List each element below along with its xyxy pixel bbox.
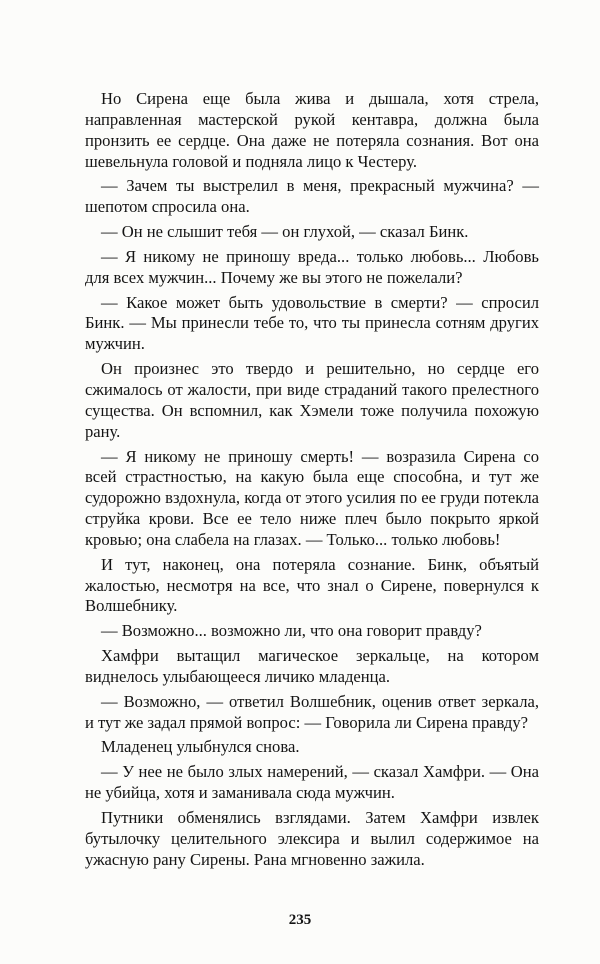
paragraph: — У нее не было злых намерений, — сказал Хамфри. — Она не убийца, хотя и заманивала сюда мужчин. bbox=[85, 762, 539, 803]
paragraph: — Я никому не приношу вреда... только любовь... Любовь для всех мужчин... Почему же вы этого не пожелали? bbox=[85, 246, 539, 287]
paragraph: Он произнес это твердо и решительно, но сердце его сжималось от жалости, при виде страданий такого прелестного существа. Он вспомнил, как Хэмели тоже получила похожую рану. bbox=[85, 359, 539, 441]
paragraph: — Он не слышит тебя — он глухой, — сказал Бинк. bbox=[101, 222, 469, 242]
paragraph: Хамфри вытащил магическое зеркальце, на котором виднелось улыбающееся личико младенца. bbox=[85, 646, 539, 686]
paragraph: Но Сирена еще была жива и дышала, хотя стрела, направленная мастерской рукой кентавра, должна была пронзить ее сердце. Она даже не потеряла сознания. Вот она шевельнула головой и подняла лицо к Честеру. bbox=[85, 89, 539, 171]
page-number: 235 bbox=[288, 912, 312, 928]
paragraph: — Я никому не приношу смерть! — возразила Сирена со всей страстностью, на какую была еще способна, и тут же судорожно вздохнула, когда от этого усилия по ее груди потекла струйка крови. Все ее тело ниже плеч было покрыто яркой кровью; она слабела на глазах. — Только... только любовь! bbox=[85, 446, 540, 549]
paragraph: — Какое может быть удовольствие в смерти? — спросил Бинк. — Мы принесли тебе то, что ты принесла сотням других мужчин. bbox=[85, 292, 539, 354]
body-text bbox=[85, 89, 539, 875]
paragraph: Младенец улыбнулся снова. bbox=[101, 737, 300, 757]
paragraph: — Зачем ты выстрелил в меня, прекрасный мужчина? — шепотом спросила она. bbox=[85, 176, 539, 217]
paragraph: — Возможно... возможно ли, что она говорит правду? bbox=[101, 621, 482, 641]
paragraph: И тут, наконец, она потеряла сознание. Бинк, объятый жалостью, несмотря на все, что знал о Сирене, повернулся к Волшебнику. bbox=[85, 554, 539, 616]
paragraph: — Возможно, — ответил Волшебник, оценив ответ зеркала, и тут же задал прямой вопрос: — Говорила ли Сирена правду? bbox=[85, 691, 539, 732]
paragraph: Путники обменялись взглядами. Затем Хамфри извлек бутылочку целительного элексира и вылил содержимое на ужасную рану Сирены. Рана мгновенно зажила. bbox=[85, 808, 539, 869]
